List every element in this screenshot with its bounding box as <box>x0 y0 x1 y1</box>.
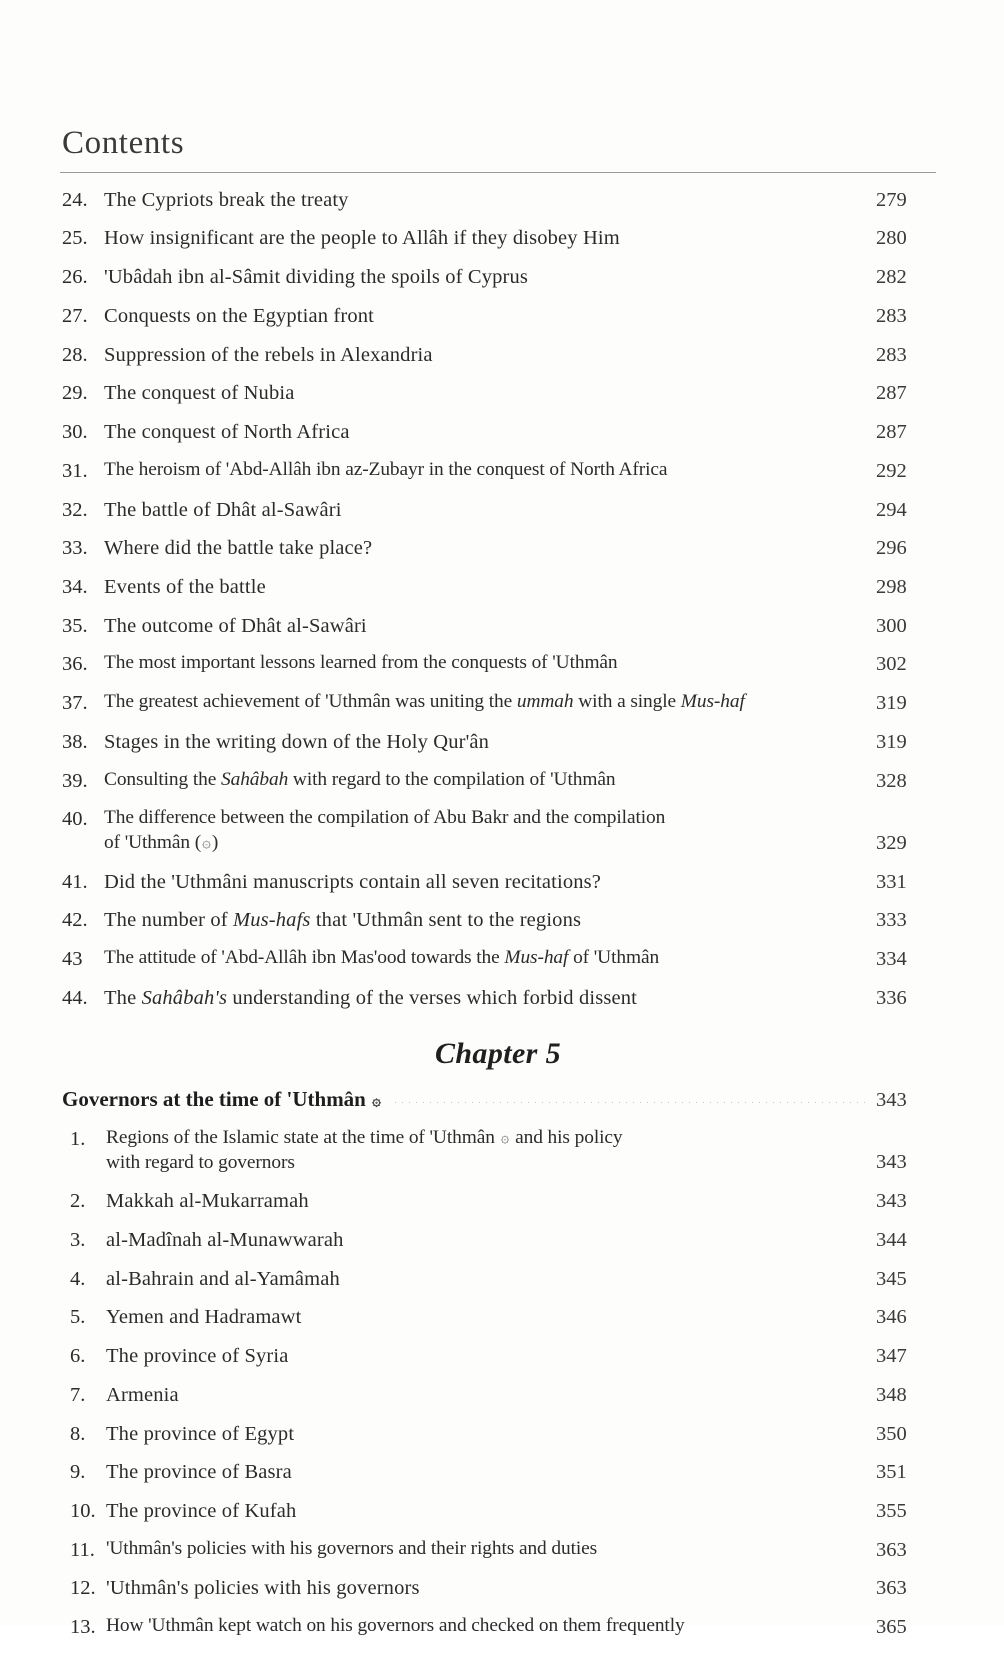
toc-entry-title: 'Uthmân's policies with his governors and their rights and duties <box>106 1537 598 1559</box>
toc-entry-title: The most important lessons learned from the conquests of 'Uthmân <box>104 652 618 674</box>
toc-entry[interactable] <box>60 985 936 1011</box>
toc-entry-page-number: 363 <box>876 1577 907 1600</box>
toc-entry-title: How insignificant are the people to Allâh if they disobey Him <box>104 227 620 250</box>
toc-entry-title: The conquest of Nubia <box>104 382 295 405</box>
toc-entry-number: 32. <box>62 498 88 521</box>
toc-entry[interactable] <box>60 1126 936 1176</box>
toc-entry-number: 37. <box>62 692 88 715</box>
toc-entry[interactable] <box>60 419 936 445</box>
toc-entry-number: 28. <box>62 343 88 366</box>
toc-entry-number: 30. <box>62 421 88 444</box>
toc-entry[interactable] <box>60 380 936 406</box>
toc-entry-page-number: 287 <box>876 421 907 444</box>
toc-entry-title: 'Ubâdah ibn al-Sâmit dividing the spoils of Cyprus <box>104 266 529 289</box>
toc-entry[interactable] <box>60 187 936 213</box>
toc-entry[interactable] <box>60 303 936 329</box>
chapter-heading-page-number: 343 <box>876 1088 907 1111</box>
toc-entry-number: 26. <box>62 266 88 289</box>
toc-entry-title: The outcome of Dhât al-Sawâri <box>104 614 367 637</box>
toc-entry[interactable] <box>60 1304 936 1330</box>
toc-entry-number: 5. <box>70 1306 86 1329</box>
toc-entry-number: 13. <box>70 1616 96 1639</box>
toc-entry[interactable] <box>60 1382 936 1408</box>
toc-entry-number: 31. <box>62 459 88 482</box>
toc-entry-title: How 'Uthmân kept watch on his governors and checked on them frequently <box>106 1615 685 1637</box>
toc-entry-number: 33. <box>62 537 88 560</box>
toc-entry-title: Suppression of the rebels in Alexandria <box>104 343 433 366</box>
toc-entry-title: The province of Kufah <box>106 1500 297 1523</box>
toc-entry-title: Consulting the Sahâbah with regard to the compilation of 'Uthmân <box>104 768 616 790</box>
toc-entry[interactable] <box>60 1343 936 1369</box>
toc-entry-title: The province of Egypt <box>106 1422 295 1445</box>
toc-entry-page-number: 294 <box>876 498 907 521</box>
toc-entry[interactable] <box>60 1459 936 1485</box>
toc-entry-title: The conquest of North Africa <box>104 421 350 444</box>
toc-entry-page-number: 328 <box>876 769 907 792</box>
toc-entry-number: 1. <box>70 1127 86 1150</box>
toc-entry-number: 39. <box>62 769 88 792</box>
toc-entry-page-number: 298 <box>876 575 907 598</box>
toc-entry-page-number: 319 <box>876 692 907 715</box>
toc-entry-number: 27. <box>62 304 88 327</box>
toc-entry-number: 2. <box>70 1190 86 1213</box>
toc-entry-number: 24. <box>62 188 88 211</box>
toc-entry[interactable] <box>60 1188 936 1214</box>
toc-entry-number: 10. <box>70 1500 96 1523</box>
toc-entry-number: 7. <box>70 1383 86 1406</box>
toc-entry-page-number: 346 <box>876 1306 907 1329</box>
toc-entry-number: 36. <box>62 653 88 676</box>
toc-entry-page-number: 280 <box>876 227 907 250</box>
toc-entry[interactable] <box>60 342 936 368</box>
toc-entry-number: 6. <box>70 1345 86 1368</box>
contents-page-body <box>60 126 936 1653</box>
toc-entry[interactable] <box>60 907 936 933</box>
toc-entry[interactable] <box>60 1498 936 1524</box>
toc-entry-page-number: 296 <box>876 537 907 560</box>
toc-entry-title: Conquests on the Egyptian front <box>104 304 374 327</box>
toc-entry-number: 9. <box>70 1461 86 1484</box>
toc-entry-page-number: 287 <box>876 382 907 405</box>
toc-entry-title: The attitude of 'Abd-Allâh ibn Mas'ood towards the Mus-haf of 'Uthmân <box>104 947 660 969</box>
toc-entry[interactable] <box>60 574 936 600</box>
toc-entry-title: Armenia <box>106 1383 179 1406</box>
toc-entry-page-number: 283 <box>876 343 907 366</box>
toc-entry[interactable] <box>60 225 936 251</box>
toc-entry[interactable] <box>60 1614 936 1640</box>
toc-entry-page-number: 300 <box>876 614 907 637</box>
toc-entry-number: 3. <box>70 1228 86 1251</box>
toc-entry-page-number: 344 <box>876 1228 907 1251</box>
toc-entry-page-number: 334 <box>876 948 907 971</box>
toc-entry-number: 40. <box>62 808 88 831</box>
title-divider <box>60 172 936 173</box>
toc-list-chapter5 <box>60 1126 936 1640</box>
toc-entry-page-number: 292 <box>876 459 907 482</box>
toc-entry[interactable] <box>60 1575 936 1601</box>
toc-entry-number: 43 <box>62 948 83 971</box>
toc-entry-number: 11. <box>70 1538 95 1561</box>
toc-entry-page-number: 329 <box>876 831 907 854</box>
toc-entry-number: 29. <box>62 382 88 405</box>
toc-entry-page-number: 283 <box>876 304 907 327</box>
toc-entry[interactable] <box>60 768 936 794</box>
toc-entry-page-number: 363 <box>876 1538 907 1561</box>
toc-entry-title: The province of Basra <box>106 1461 292 1484</box>
toc-entry[interactable] <box>60 458 936 484</box>
toc-entry-page-number: 343 <box>876 1151 907 1174</box>
toc-entry[interactable] <box>60 1266 936 1292</box>
toc-entry-title: The battle of Dhât al-Sawâri <box>104 498 342 521</box>
toc-entry[interactable] <box>60 651 936 677</box>
toc-entry[interactable] <box>60 729 936 755</box>
toc-entry-number: 42. <box>62 909 88 932</box>
toc-entry-title: Makkah al-Mukarramah <box>106 1190 309 1213</box>
toc-entry-title: 'Uthmân's policies with his governors <box>106 1577 420 1600</box>
toc-entry-page-number: 355 <box>876 1500 907 1523</box>
toc-entry-number: 34. <box>62 575 88 598</box>
toc-entry-title: The Sahâbah's understanding of the verses which forbid dissent <box>104 986 637 1009</box>
toc-entry-title: Did the 'Uthmâni manuscripts contain all seven recitations? <box>104 870 602 893</box>
toc-entry[interactable] <box>60 1537 936 1563</box>
toc-entry[interactable] <box>60 1421 936 1447</box>
toc-entry-title: The number of Mus-hafs that 'Uthmân sent to the regions <box>104 909 582 932</box>
toc-entry-title: al-Bahrain and al-Yamâmah <box>106 1267 340 1290</box>
toc-entry-number: 41. <box>62 870 88 893</box>
toc-entry[interactable] <box>60 690 936 716</box>
toc-entry-title: Events of the battle <box>104 575 266 598</box>
toc-entry-number: 12. <box>70 1577 96 1600</box>
toc-entry-page-number: 350 <box>876 1422 907 1445</box>
toc-entry-title: The heroism of 'Abd-Allâh ibn az-Zubayr in the conquest of North Africa <box>104 458 668 480</box>
toc-entry-number: 35. <box>62 614 88 637</box>
toc-entry-page-number: 347 <box>876 1345 907 1368</box>
chapter-title: Chapter 5 <box>434 1036 562 1070</box>
toc-entry-title: Regions of the Islamic state at the time of 'Uthmân ۞ and his policy with regard to governors <box>106 1126 623 1173</box>
toc-entry-title: Where did the battle take place? <box>104 537 373 560</box>
toc-entry[interactable] <box>60 1227 936 1253</box>
toc-entry-title: The difference between the compilation of Abu Bakr and the compilation of 'Uthmân (۞) <box>104 807 666 854</box>
toc-entry-page-number: 348 <box>876 1383 907 1406</box>
chapter-heading-label: Governors at the time of 'Uthmân ۞ <box>62 1086 381 1111</box>
toc-entry-page-number: 336 <box>876 986 907 1009</box>
toc-entry[interactable] <box>60 497 936 523</box>
toc-entry-title: The province of Syria <box>106 1345 289 1368</box>
toc-entry[interactable] <box>60 535 936 561</box>
toc-entry-page-number: 351 <box>876 1461 907 1484</box>
toc-entry[interactable] <box>60 869 936 895</box>
toc-entry-title: The Cypriots break the treaty <box>104 188 349 211</box>
toc-entry-page-number: 331 <box>876 870 907 893</box>
toc-entry-number: 4. <box>70 1267 86 1290</box>
toc-list-part1 <box>60 187 936 1011</box>
toc-entry-page-number: 343 <box>876 1190 907 1213</box>
dot-leader <box>392 1102 868 1103</box>
toc-entry-number: 38. <box>62 730 88 753</box>
chapter-heading-row[interactable] <box>60 1087 936 1112</box>
toc-entry[interactable] <box>60 264 936 290</box>
toc-entry-page-number: 345 <box>876 1267 907 1290</box>
toc-entry-number: 25. <box>62 227 88 250</box>
toc-entry-page-number: 319 <box>876 730 907 753</box>
toc-entry-title: al-Madînah al-Munawwarah <box>106 1228 344 1251</box>
toc-entry[interactable] <box>60 946 936 972</box>
toc-entry-number: 8. <box>70 1422 86 1445</box>
toc-entry-number: 44. <box>62 986 88 1009</box>
toc-entry-page-number: 279 <box>876 188 907 211</box>
toc-entry-page-number: 302 <box>876 653 907 676</box>
toc-entry[interactable] <box>60 613 936 639</box>
toc-entry-title: Yemen and Hadramawt <box>106 1306 302 1329</box>
toc-entry[interactable] <box>60 806 936 856</box>
toc-entry-page-number: 365 <box>876 1616 907 1639</box>
toc-entry-title: The greatest achievement of 'Uthmân was uniting the ummah with a single Mus-haf <box>104 691 745 713</box>
toc-entry-title: Stages in the writing down of the Holy Qur'ân <box>104 730 490 753</box>
toc-entry-page-number: 282 <box>876 266 907 289</box>
page-title: Contents <box>62 125 185 161</box>
toc-entry-page-number: 333 <box>876 909 907 932</box>
